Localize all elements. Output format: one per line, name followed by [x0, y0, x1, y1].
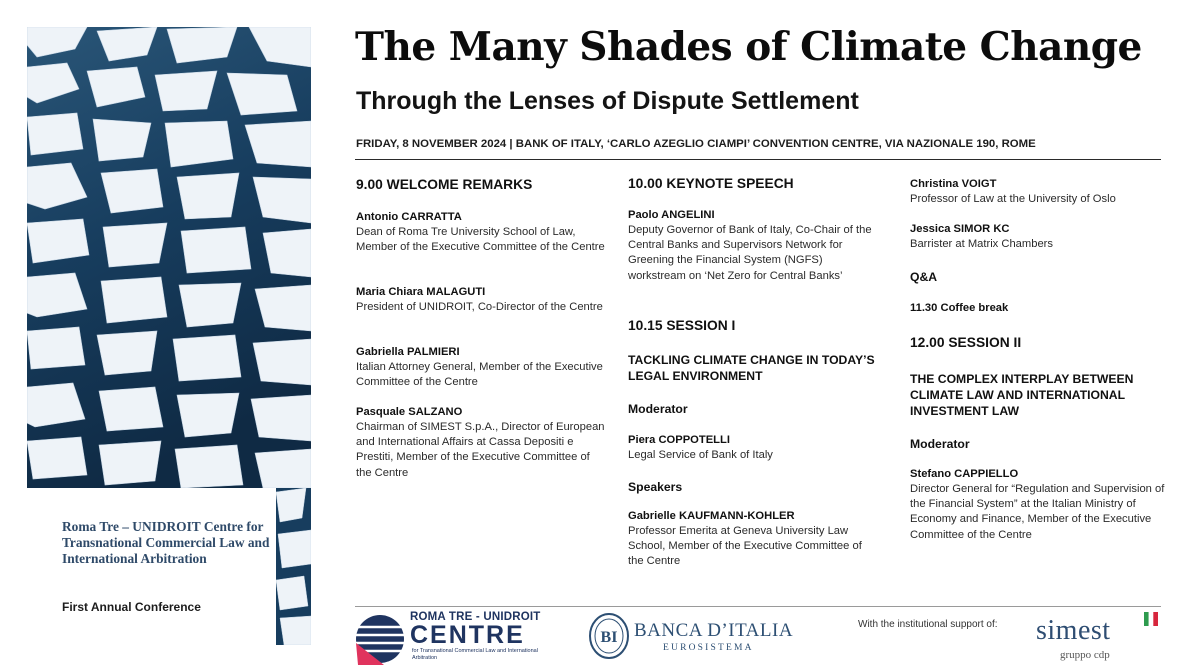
italian-flag-icon — [1144, 612, 1158, 626]
session-title: THE COMPLEX INTERPLAY BETWEEN CLIMATE LAW AND INTERNATIONAL INVESTMENT LAW — [910, 372, 1134, 418]
footer-divider — [355, 606, 1161, 607]
speaker-name: Gabriella PALMIERI — [356, 346, 460, 358]
qa-label: Q&A — [910, 270, 938, 284]
speaker-role: Dean of Roma Tre University School of Law, Member of the Executive Committee of the Centre — [356, 226, 605, 254]
session-title: TACKLING CLIMATE CHANGE IN TODAY’S LEGAL ENVIRONMENT — [628, 353, 875, 383]
speaker-role: Chairman of SIMEST S.p.A., Director of European and International Affairs at Cassa Depositi e Prestiti, Member of the Executive Committee of the Centre — [356, 421, 605, 479]
moderator-name: Piera COPPOTELLI — [628, 434, 730, 446]
moderator-role: Director General for “Regulation and Supervision of the Financial System” at the Italian Ministry of Economy and Finance, Member of the Executive Committee of the Centre — [910, 483, 1165, 541]
organizer-name: Roma Tre – UNIDROIT Centre for Transnational Commercial Law and International Arbitration — [62, 519, 270, 566]
speaker-role: Barrister at Matrix Chambers — [910, 238, 1053, 250]
speakers-label: Speakers — [628, 480, 683, 494]
support-text: With the institutional support of: — [858, 619, 998, 630]
coffee-break: 11.30 Coffee break — [910, 302, 1009, 314]
speaker-name: Antonio CARRATTA — [356, 211, 462, 223]
moderator-role: Legal Service of Bank of Italy — [628, 449, 773, 461]
page-subtitle: Through the Lenses of Dispute Settlement — [356, 87, 859, 115]
keynote-speaker-role: Deputy Governor of Bank of Italy, Co-Chair of the Central Banks and Supervisors Network for Greening the Financial System (NGFS) workstream on ‘Net Zero for Central Banks’ — [628, 224, 872, 282]
keynote-heading: 10.00 KEYNOTE SPEECH — [628, 176, 794, 191]
simest-logo-sub: gruppo cdp — [1060, 649, 1110, 661]
moderator-label: Moderator — [628, 402, 688, 416]
centre-logo-line3: for Transnational Commercial Law and International Arbitration — [412, 648, 538, 661]
speaker-name: Maria Chiara MALAGUTI — [356, 286, 486, 298]
event-dateline: FRIDAY, 8 NOVEMBER 2024 | BANK OF ITALY, ‘CARLO AZEGLIO CIAMPI’ CONVENTION CENTRE, VIA NAZIONALE 190, ROME — [356, 138, 1036, 150]
session-heading: 12.00 SESSION II — [910, 335, 1022, 350]
welcome-heading: 9.00 WELCOME REMARKS — [356, 177, 533, 192]
conference-label: First Annual Conference — [62, 600, 201, 614]
header-divider — [355, 159, 1161, 160]
session-heading: 10.15 SESSION I — [628, 318, 736, 333]
page-title: The Many Shades of Climate Change — [355, 24, 1142, 70]
speaker-role: Italian Attorney General, Member of the Executive Committee of the Centre — [356, 361, 603, 389]
centre-logo-line1: ROMA TRE - UNIDROIT — [410, 611, 541, 623]
svg-text:BI: BI — [600, 629, 618, 646]
speaker-name: Gabrielle KAUFMANN-KOHLER — [628, 510, 795, 522]
ice-floe-photo — [27, 27, 311, 488]
keynote-speaker-name: Paolo ANGELINI — [628, 209, 715, 221]
moderator-label: Moderator — [910, 437, 970, 451]
speaker-role: Professor Emerita at Geneva University Law School, Member of the Executive Committee of the Centre — [628, 525, 862, 568]
ice-floe-photo-strip — [276, 488, 311, 645]
speaker-role: Professor of Law at the University of Oslo — [910, 193, 1116, 205]
speaker-name: Pasquale SALZANO — [356, 406, 463, 418]
simest-logo: simest — [1036, 615, 1111, 646]
speaker-role: President of UNIDROIT, Co-Director of the Centre — [356, 301, 603, 313]
banca-italia-emblem-icon — [588, 612, 630, 660]
banca-italia-name: BANCA D’ITALIA — [634, 620, 794, 641]
centre-logo-line2: CENTRE — [410, 621, 525, 649]
speaker-name: Christina VOIGT — [910, 178, 997, 190]
speaker-name: Jessica SIMOR KC — [910, 223, 1010, 235]
banca-italia-sub: EUROSISTEMA — [663, 643, 754, 653]
moderator-name: Stefano CAPPIELLO — [910, 468, 1019, 480]
centre-globe-logo-icon — [354, 613, 406, 665]
